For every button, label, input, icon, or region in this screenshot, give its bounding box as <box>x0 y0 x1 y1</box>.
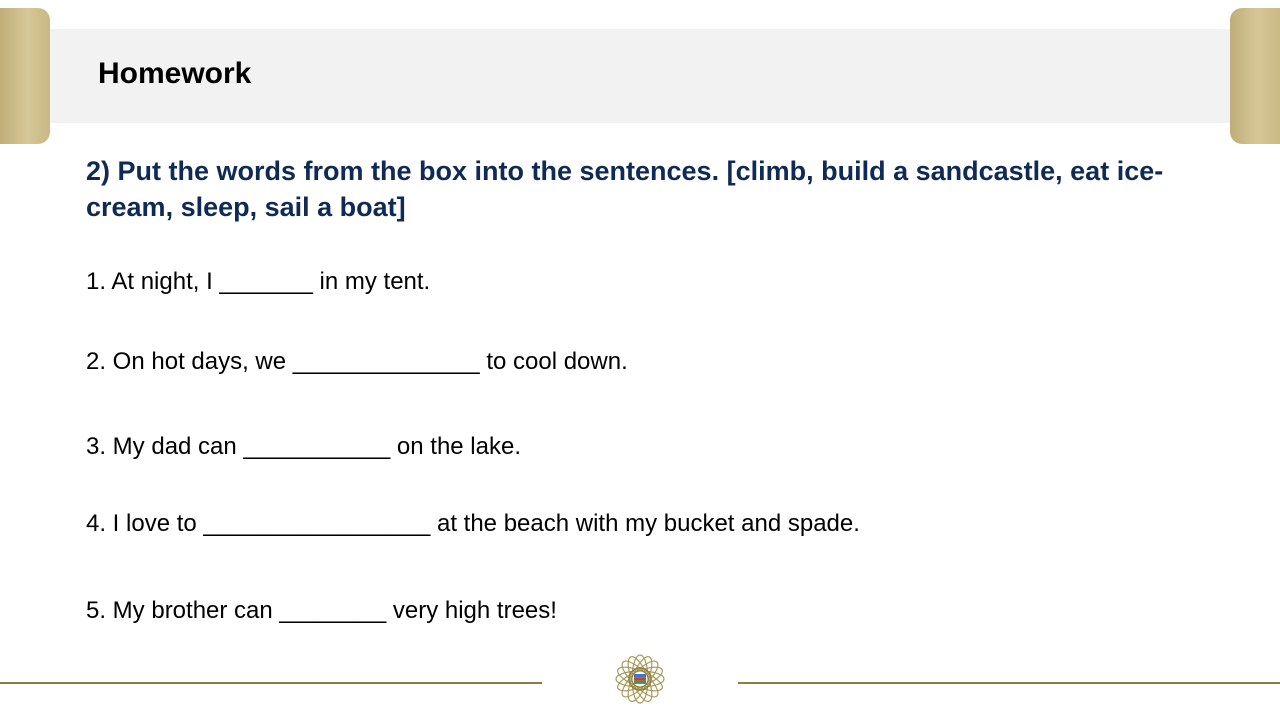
exercise-instruction: 2) Put the words from the box into the sentences. [climb, build a sandcastle, eat ice-cream, sleep, sail a boat] <box>86 156 1164 222</box>
footer-line-right <box>738 682 1280 684</box>
page-title: Homework <box>98 57 252 90</box>
sentence-2: 2. On hot days, we ______________ to cool down. <box>86 348 628 375</box>
sentence-4: 4. I love to _________________ at the beach with my bucket and spade. <box>86 510 860 537</box>
left-decorative-tab <box>0 8 50 144</box>
sentence-5: 5. My brother can ________ very high trees! <box>86 597 557 624</box>
right-decorative-tab <box>1230 8 1280 144</box>
footer-line-left <box>0 682 542 684</box>
sentence-3: 3. My dad can ___________ on the lake. <box>86 433 521 460</box>
sentence-1: 1. At night, I _______ in my tent. <box>86 268 431 295</box>
emblem-icon <box>611 650 669 708</box>
header-bar <box>50 29 1230 123</box>
